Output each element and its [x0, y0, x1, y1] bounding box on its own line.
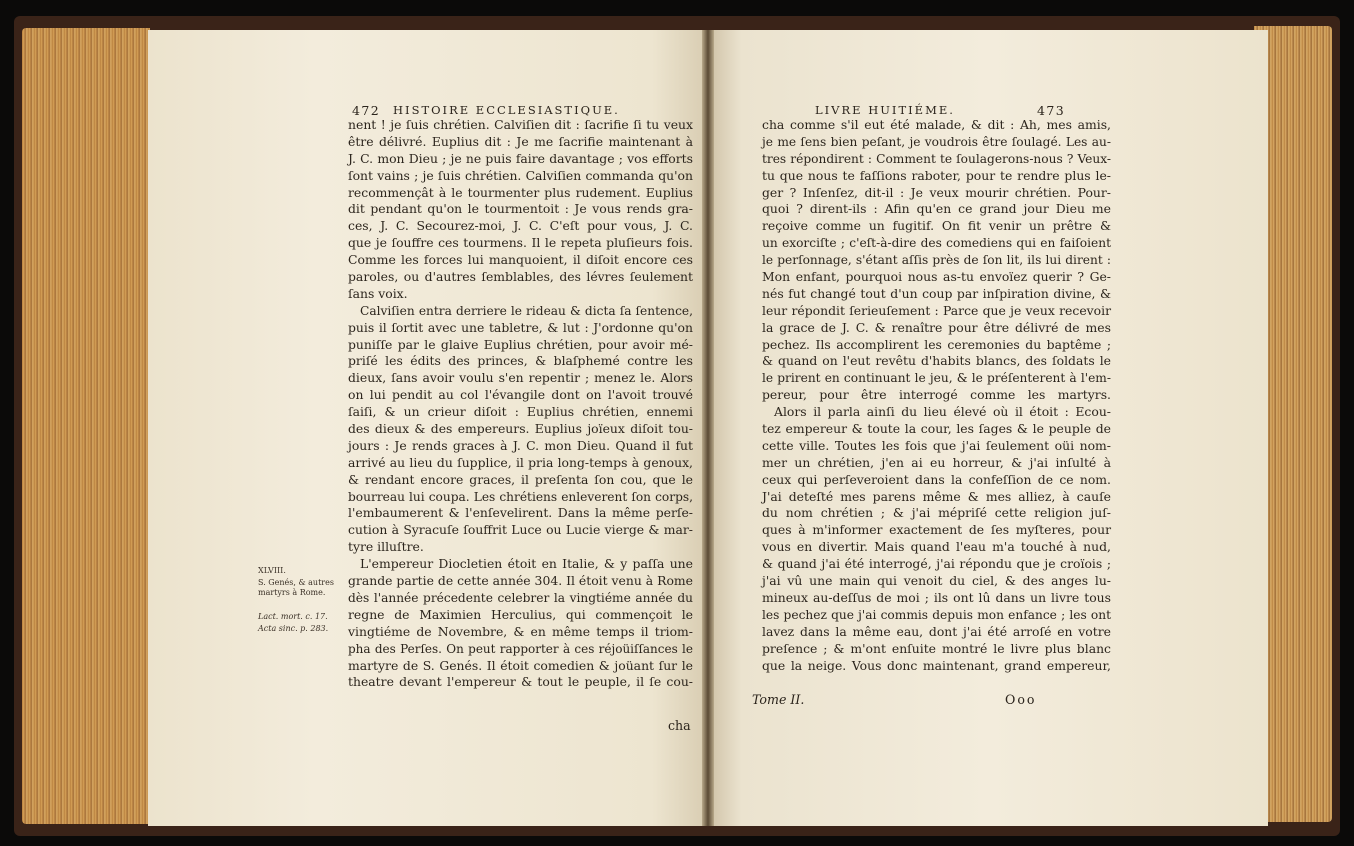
- text-line: vous en divertir. Mais quand l'eau m'a touché à nud,: [762, 539, 1111, 555]
- text-line: ceux qui perſeveroient dans la confeſſion de ce nom.: [762, 471, 1111, 487]
- text-line: l'embaumerent & l'enſevelirent. Dans la même perſe-: [348, 505, 693, 521]
- text-line: L'empereur Diocletien étoit en Italie, & y paſſa une: [360, 556, 693, 572]
- text-line: cette ville. Toutes les fois que j'ai ſeulement oüi nom-: [762, 437, 1111, 453]
- text-line: pha des Perſes. On peut rapporter à ces réjoüiſſances le: [348, 641, 693, 656]
- book-gutter: [702, 30, 714, 826]
- left-catchword: cha: [668, 718, 691, 733]
- margin-note-ref-1: Lact. mort. c. 17.: [258, 612, 328, 621]
- text-line: dit pendant qu'on le tourmentoit : Je vous rends gra-: [348, 201, 693, 217]
- text-line: Calviſien entra derriere le rideau & dicta ſa ſentence,: [360, 303, 693, 318]
- text-line: les pechez que j'ai commis depuis mon enfance ; les ont: [762, 607, 1111, 622]
- text-line: Alors il parla ainſi du lieu élevé où il étoit : Ecou-: [774, 404, 1111, 420]
- text-line: dès l'année précedente celebrer la vingtiéme année du: [348, 590, 693, 605]
- text-line: pechez. Ils accomplirent les ceremonies du baptême ;: [762, 336, 1111, 352]
- page-edges-left: [22, 28, 150, 824]
- text-line: ſaiſi, & un crieur diſoit : Euplius chrétien, ennemi: [348, 404, 693, 420]
- volume-signature: Tome II.: [752, 692, 805, 707]
- text-line: nés fut changé tout d'un coup par inſpiration divine, &: [762, 285, 1111, 301]
- text-line: paroles, ou d'autres ſemblables, des lévres ſeulement: [348, 269, 693, 285]
- text-line: quoi ? dirent-ils : Afin qu'en ce grand jour Dieu me: [762, 201, 1111, 217]
- text-line: le prirent en continuant le jeu, & le préſenterent à l'em-: [762, 371, 1111, 386]
- text-line: reçoive comme un fugitif. On fit venir un prêtre &: [762, 218, 1111, 234]
- text-line: j'ai vû une main qui venoit du ciel, & des anges lu-: [762, 573, 1111, 589]
- text-line: Comme les forces lui manquoient, il diſoit encore ces: [348, 252, 693, 268]
- margin-note-subject: S. Genés, & autres martyrs à Rome.: [258, 578, 334, 597]
- gathering-signature: Ooo: [1005, 692, 1037, 707]
- text-line: tu que nous te faſſions raboter, pour te rendre plus le-: [762, 167, 1111, 183]
- text-line: nent ! je ſuis chrétien. Calviſien dit : ſacrifie ſi tu veux: [348, 117, 693, 132]
- right-running-head: LIVRE HUITIÉME.: [815, 103, 955, 117]
- text-line: grande partie de cette année 304. Il étoit venu à Rome: [348, 573, 693, 589]
- text-line: puis il ſortit avec une tabletre, & lut : J'ordonne qu'on: [348, 319, 693, 335]
- text-line: lavez dans la même eau, dont j'ai été arroſé en votre: [762, 623, 1111, 639]
- text-line: du nom chrétien ; & j'ai mépriſé cette religion juſ-: [762, 505, 1111, 521]
- right-page-text: [762, 117, 1111, 674]
- text-line: cution à Syracuſe ſouffrit Luce ou Lucie vierge & mar-: [348, 522, 693, 538]
- text-line: que je ſouffre ces tourmens. Il le repeta pluſieurs fois.: [348, 235, 693, 251]
- text-line: puniſſe par le glaive Euplius chrétien, pour avoir mé-: [348, 336, 693, 352]
- text-line: J. C. mon Dieu ; je ne puis faire davantage ; vos efforts: [348, 150, 693, 166]
- text-line: tez empereur & toute la cour, les ſages & le peuple de: [762, 421, 1111, 437]
- text-line: la grace de J. C. & renaître pour être délivré de mes: [762, 319, 1111, 335]
- text-line: priſé les édits des princes, & blaſphemé contre les: [348, 353, 693, 369]
- text-line: le perſonnage, s'étant aſſis près de ſon lit, ils lui dirent :: [762, 253, 1111, 268]
- text-line: J'ai deteſté mes parens même & mes alliez, à cauſe: [762, 488, 1111, 504]
- text-line: que la neige. Vous donc maintenant, grand empereur,: [762, 657, 1111, 673]
- text-line: jours : Je rends graces à J. C. mon Dieu. Quand il fut: [348, 437, 693, 453]
- text-line: theatre devant l'empereur & tout le peuple, il ſe cou-: [348, 674, 693, 690]
- text-line: être délivré. Euplius dit : Je me ſacrifie maintenant à: [348, 133, 693, 149]
- text-line: Mon enfant, pourquoi nous as-tu envoïez querir ? Ge-: [762, 269, 1111, 285]
- text-line: mineux au-deſſus de moi ; ils ont lû dans un livre tous: [762, 589, 1111, 605]
- text-line: recommençât à le tourmenter plus rudement. Euplius: [348, 184, 693, 200]
- text-line: ques à m'informer exactement de ſes myſteres, pour: [762, 522, 1111, 538]
- text-line: bourreau lui coupa. Les chrétiens enleverent ſon corps,: [348, 489, 693, 504]
- text-line: ſans voix.: [348, 285, 408, 301]
- text-line: on lui pendit au col l'évangile dont on l'avoit trouvé: [348, 387, 693, 403]
- text-line: ſont vains ; je ſuis chrétien. Calviſien commanda qu'on: [348, 167, 693, 183]
- text-line: arrivé au lieu du ſupplice, il pria long-temps à genoux,: [348, 454, 693, 470]
- text-line: tres répondirent : Comment te ſoulagerons-nous ? Veux-: [762, 151, 1111, 166]
- right-page-number: 473: [1037, 103, 1066, 118]
- text-line: regne de Maximien Herculius, qui commençoit le: [348, 606, 693, 622]
- text-line: mer un chrétien, j'en ai eu horreur, & j'ai inſulté à: [762, 454, 1111, 470]
- text-line: & quand j'ai été interrogé, j'ai répondu que je croïois ;: [762, 556, 1111, 572]
- text-line: dieux, ſans avoir voulu s'en repentir ; menez le. Alors: [348, 370, 693, 386]
- text-line: ces, J. C. Secourez-moi, J. C. C'eſt pour vous, J. C.: [348, 218, 693, 234]
- text-line: des dieux & des empereurs. Euplius joïeux diſoit tou-: [348, 421, 693, 437]
- text-line: vingtiéme de Novembre, & en même temps il triom-: [348, 623, 693, 639]
- text-line: martyre de S. Genés. Il étoit comedien & joüant ſur le: [348, 657, 693, 673]
- left-running-head: HISTOIRE ECCLESIASTIQUE.: [393, 103, 620, 117]
- text-line: ger ? Inſenſez, dit-il : Je veux mourir chrétien. Pour-: [762, 184, 1111, 200]
- margin-note-ref-2: Acta sinc. p. 283.: [258, 624, 329, 633]
- left-page-number: 472: [352, 103, 381, 118]
- margin-note-section: XLVIII.: [258, 566, 286, 575]
- text-line: pereur, pour être interrogé comme les martyrs.: [762, 387, 1111, 403]
- text-line: un exorciſte ; c'eſt-à-dire des comediens qui en faiſoient: [762, 236, 1111, 251]
- text-line: je me ſens bien peſant, je voudrois être ſoulagé. Les au-: [762, 134, 1111, 149]
- text-line: cha comme s'il eut été malade, & dit : Ah, mes amis,: [762, 117, 1111, 132]
- text-line: tyre illuſtre.: [348, 539, 424, 555]
- text-line: & rendant encore graces, il preſenta ſon cou, que le: [348, 471, 693, 487]
- text-line: & quand on l'eut revêtu d'habits blancs, des ſoldats le: [762, 353, 1111, 369]
- text-line: preſence ; & m'ont enſuite montré le livre plus blanc: [762, 640, 1111, 656]
- left-page-text: [348, 117, 693, 691]
- text-line: leur répondit ſerieuſement : Parce que je veux recevoir: [762, 302, 1111, 318]
